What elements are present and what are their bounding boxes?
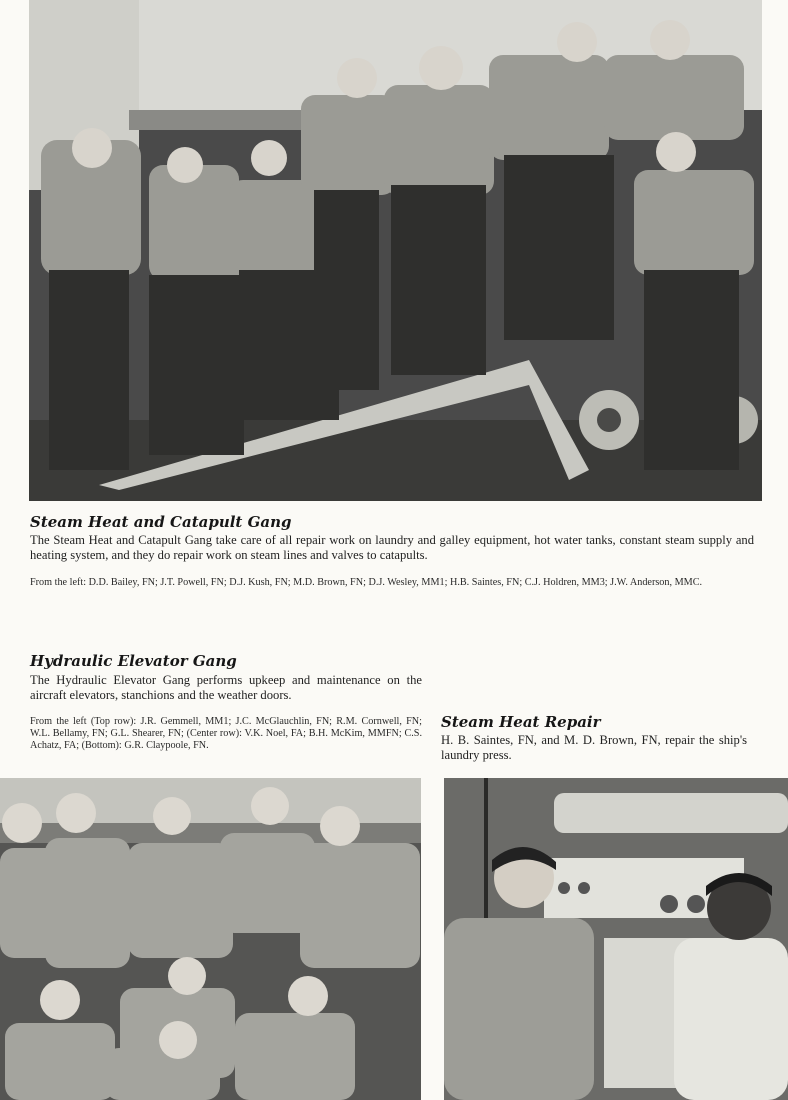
hydraulic-elevator-description: The Hydraulic Elevator Gang performs upkeep and maintenance on the aircraft elevators, stanchions and the weather doors. [30, 673, 422, 702]
hydraulic-elevator-gang-photo [0, 778, 421, 1100]
hydraulic-elevator-title: Hydraulic Elevator Gang [30, 652, 237, 670]
hydraulic-elevator-names: From the left (Top row): J.R. Gemmell, MM1; J.C. McGlauchlin, FN; R.M. Cornwell, FN; W.L. Bellamy, FN; G.L. Shearer, FN; (Center row): V.K. Noel, FA; B.H. McKim, MMFN; C.S. Achatz, FA; (Bottom): G.R. Claypoole, FN. [30, 716, 422, 751]
steam-heat-catapult-description: The Steam Heat and Catapult Gang take care of all repair work on laundry and galley equipment, hot water tanks, constant steam supply and heating system, and they do repair work on steam lines and valves to catapults. [30, 533, 754, 562]
steam-heat-repair-title: Steam Heat Repair [441, 713, 601, 731]
steam-heat-catapult-gang-photo [29, 0, 762, 501]
steam-heat-repair-photo [444, 778, 788, 1100]
steam-heat-catapult-title: Steam Heat and Catapult Gang [30, 513, 292, 531]
steam-heat-repair-description: H. B. Saintes, FN, and M. D. Brown, FN, repair the ship's laundry press. [441, 733, 747, 762]
steam-heat-catapult-names: From the left: D.D. Bailey, FN; J.T. Powell, FN; D.J. Kush, FN; M.D. Brown, FN; D.J. Wesley, MM1; H.B. Saintes, FN; C.J. Holdren, MM3; J.W. Anderson, MMC. [30, 577, 703, 588]
